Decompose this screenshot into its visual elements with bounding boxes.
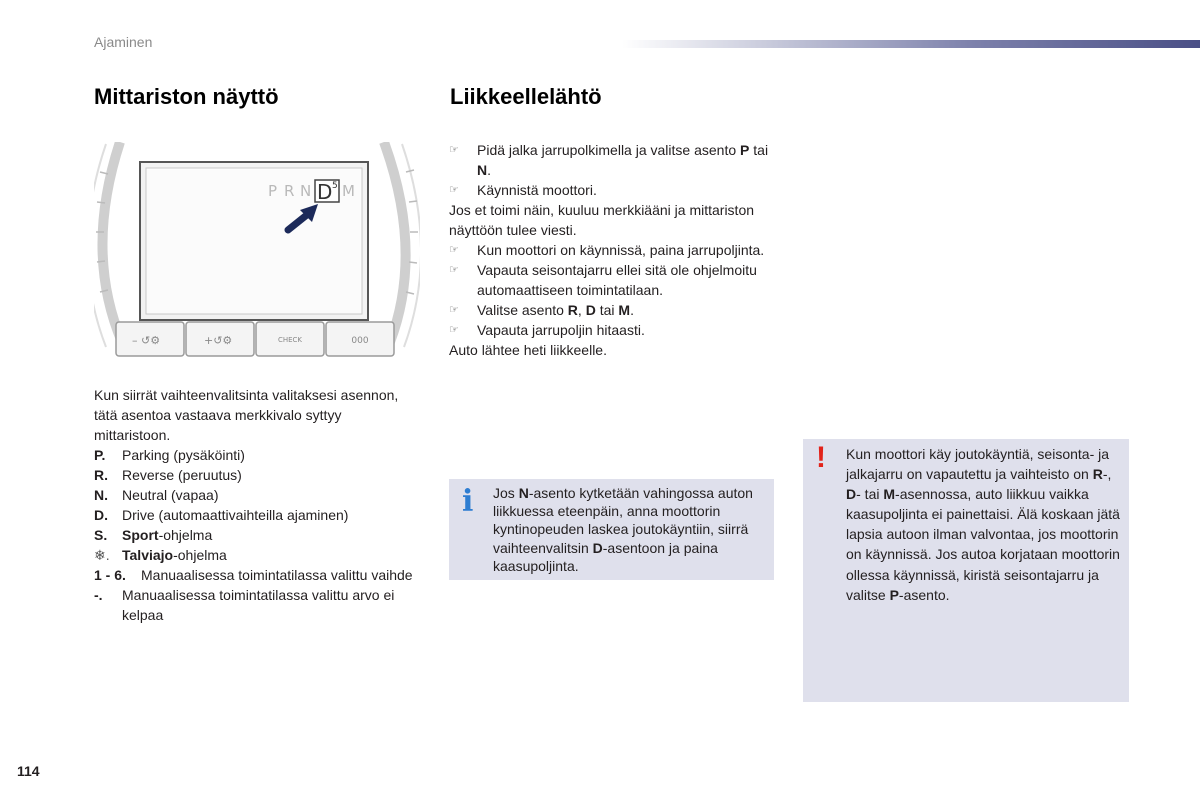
- pointing-hand-icon: ☞: [449, 144, 459, 156]
- odometer-button-label: 000: [351, 336, 369, 346]
- pointing-hand-icon: ☞: [449, 264, 459, 276]
- warning-box: [803, 439, 1129, 702]
- page-number: 114: [17, 763, 40, 779]
- step-text: Valitse asento R, D tai M.: [477, 302, 634, 318]
- list-item: [94, 485, 414, 505]
- gear-letter-r: R: [284, 182, 295, 200]
- cluster-button-row: [116, 322, 394, 356]
- term: S.: [94, 527, 108, 543]
- gear-indicator-description: [94, 385, 414, 625]
- right-dial-arc: [384, 142, 406, 342]
- list-item: [94, 565, 414, 585]
- definition: Manuaalisessa toimintatilassa valittu vaihde: [141, 567, 413, 583]
- pointing-hand-icon: ☞: [449, 244, 459, 256]
- definition: Parking (pysäköinti): [122, 447, 245, 463]
- step-list-2: [449, 240, 779, 340]
- term: D.: [94, 507, 108, 523]
- section-label: Ajaminen: [94, 34, 153, 50]
- definition: Reverse (peruutus): [122, 467, 242, 483]
- left-section-title: Mittariston näyttö: [94, 84, 279, 109]
- list-item: [94, 505, 414, 525]
- gear-definition-list: [94, 445, 414, 625]
- svg-text:+↺⚙: +↺⚙: [204, 334, 233, 347]
- snowflake-icon: ❄.: [94, 547, 110, 563]
- pointing-hand-icon: ☞: [449, 304, 459, 316]
- list-item: [94, 545, 414, 565]
- list-item: [449, 240, 779, 260]
- selected-gear-letter: D: [317, 180, 333, 204]
- definition-bold: Talviajo: [122, 547, 174, 563]
- definition: Drive (automaattivaihteilla ajaminen): [122, 507, 349, 523]
- pointing-hand-icon: ☞: [449, 324, 459, 336]
- left-dial-arc: [102, 142, 122, 342]
- warning-text: Kun moottori käy joutokäyntiä, seisonta- ja jalkajarru on vapautettu ja vaihteisto on R-, D- tai M-asennossa, auto liikkuu vaikka kaasupoljinta ei painettaisi. Älä koskaan jätä lapsia autoon ilman valvontaa, jos moottorin on käynnissä. Jos autoa korjataan moottorin ollessa käynnissä, kiristä seisontajarru ja valitse P-asento.: [846, 446, 1120, 603]
- list-item: [94, 585, 414, 625]
- term: P.: [94, 447, 106, 463]
- header-gradient-bar: [622, 40, 1200, 48]
- selected-gear-superscript: 5: [332, 181, 338, 191]
- right-section-title: Liikkeellelähtö: [450, 84, 602, 109]
- list-item: [94, 465, 414, 485]
- definition: Manuaalisessa toimintatilassa valittu arvo ei kelpaa: [122, 587, 395, 623]
- intro-paragraph: Kun siirrät vaihteenvalitsinta valitaksesi asennon, tätä asentoa vastaava merkkivalo syttyy mittaristoon.: [94, 387, 399, 443]
- warning-note: Jos et toimi näin, kuuluu merkkiääni ja mittariston näyttöön tulee viesti.: [449, 202, 755, 238]
- step-text: Kun moottori on käynnissä, paina jarrupoljinta.: [477, 242, 765, 258]
- info-text: Jos N-asento kytketään vahingossa auton liikkuessa eteenpäin, anna moottorin kyntinopeuden laskea joutokäyntiin, siirrä vaihteenvalitsin D-asentoon ja paina kaasupoljinta.: [493, 485, 753, 574]
- starting-instructions: [449, 140, 779, 360]
- list-item: [449, 320, 779, 340]
- info-icon: i: [462, 484, 474, 519]
- term: 1 - 6.: [94, 567, 126, 583]
- gear-letter-p: P: [268, 182, 278, 200]
- term: -.: [94, 587, 103, 603]
- gear-letter-m: M: [342, 182, 355, 200]
- pointing-hand-icon: ☞: [449, 184, 459, 196]
- warning-icon: !: [816, 441, 826, 474]
- check-button-label: CHECK: [277, 336, 303, 344]
- definition: -ohjelma: [158, 527, 213, 543]
- step-text: Vapauta jarrupoljin hitaasti.: [477, 322, 645, 338]
- list-item: [449, 300, 779, 320]
- step-text: Pidä jalka jarrupolkimella ja valitse asento P tai N.: [477, 142, 769, 178]
- term: N.: [94, 487, 108, 503]
- svg-text:– ↺⚙: – ↺⚙: [132, 334, 161, 347]
- definition: Neutral (vapaa): [122, 487, 219, 503]
- list-item: [449, 140, 779, 180]
- term: R.: [94, 467, 108, 483]
- step-text: Käynnistä moottori.: [477, 182, 597, 198]
- definition: -ohjelma: [173, 547, 227, 563]
- step-list-1: [449, 140, 779, 200]
- list-item: [449, 260, 779, 300]
- step-text: Vapauta seisontajarru ellei sitä ole ohjelmoitu automaattiseen toimintatilaan.: [477, 262, 757, 298]
- cluster-drawing: [94, 142, 420, 372]
- definition-bold: Sport: [122, 527, 159, 543]
- result-text: Auto lähtee heti liikkeelle.: [449, 342, 607, 358]
- info-box: [449, 479, 774, 580]
- gear-letter-n: N: [300, 182, 312, 200]
- list-item: [94, 445, 414, 465]
- list-item: [94, 525, 414, 545]
- list-item: [449, 180, 779, 200]
- instrument-cluster-illustration: [94, 142, 420, 372]
